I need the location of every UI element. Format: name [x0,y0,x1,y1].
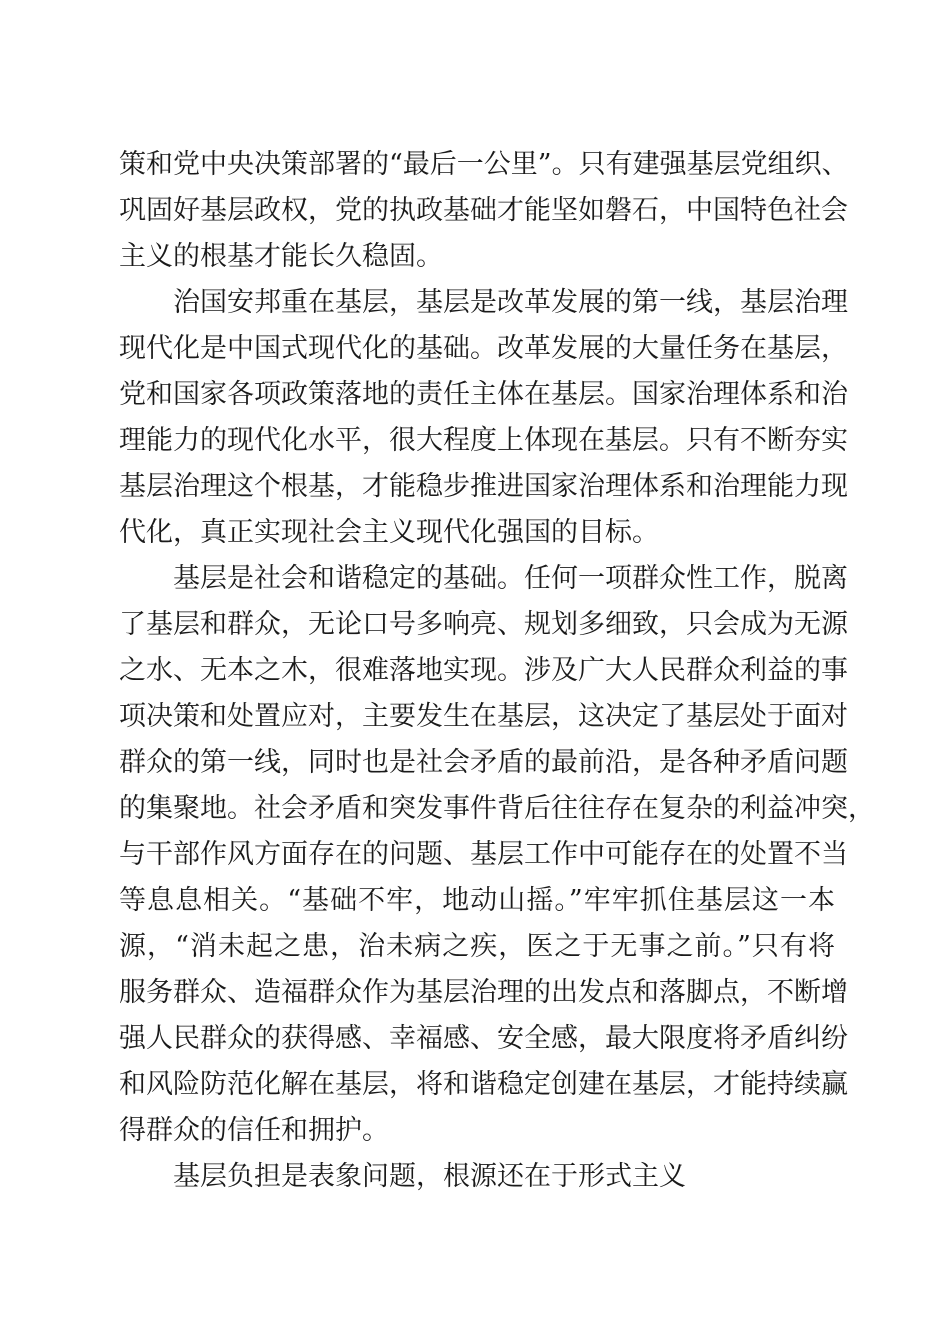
text-line: 的集聚地。社会矛盾和突发事件背后往往存在复杂的利益冲突， [119,793,875,824]
paragraph [119,1154,835,1200]
paragraph [119,280,848,556]
text-line: 主义的根基才能长久稳固。 [119,241,443,272]
text-line: 现代化是中国式现代化的基础。改革发展的大量任务在基层， [119,333,848,364]
text-line: 基层是社会和谐稳定的基础。任何一项群众性工作，脱离 [173,563,848,594]
text-line: 等息息相关。“基础不牢，地动山摇。”牢牢抓住基层这一本 [119,885,835,916]
text-line: 群众的第一线，同时也是社会矛盾的最前沿，是各种矛盾问题 [119,747,848,778]
text-line: 基层负担是表象问题，根源还在于形式主义 [173,1161,686,1192]
document-body [119,142,875,1200]
text-line: 党和国家各项政策落地的责任主体在基层。国家治理体系和治 [119,379,848,410]
text-line: 策和党中央决策部署的“最后一公里”。只有建强基层党组织、 [119,149,849,180]
text-line: 理能力的现代化水平，很大程度上体现在基层。只有不断夯实 [119,425,848,456]
text-line: 了基层和群众，无论口号多响亮、规划多细致，只会成为无源 [119,609,848,640]
text-line: 源，“消未起之患，治未病之疾，医之于无事之前。”只有将 [119,931,835,962]
paragraph [119,556,875,1154]
text-line: 项决策和处置应对，主要发生在基层，这决定了基层处于面对 [119,701,848,732]
text-line: 服务群众、造福群众作为基层治理的出发点和落脚点，不断增 [119,977,848,1008]
text-line: 和风险防范化解在基层，将和谐稳定创建在基层，才能持续赢 [119,1069,848,1100]
text-line: 治国安邦重在基层，基层是改革发展的第一线，基层治理 [173,287,848,318]
text-line: 代化，真正实现社会主义现代化强国的目标。 [119,517,659,548]
text-line: 与干部作风方面存在的问题、基层工作中可能存在的处置不当 [119,839,848,870]
text-line: 巩固好基层政权，党的执政基础才能坚如磐石，中国特色社会 [119,195,848,226]
text-line: 基层治理这个根基，才能稳步推进国家治理体系和治理能力现 [119,471,848,502]
text-line: 得群众的信任和拥护。 [119,1115,389,1146]
text-line: 之水、无本之木，很难落地实现。涉及广大人民群众利益的事 [119,655,848,686]
text-line: 强人民群众的获得感、幸福感、安全感，最大限度将矛盾纠纷 [119,1023,848,1054]
paragraph [119,142,849,280]
